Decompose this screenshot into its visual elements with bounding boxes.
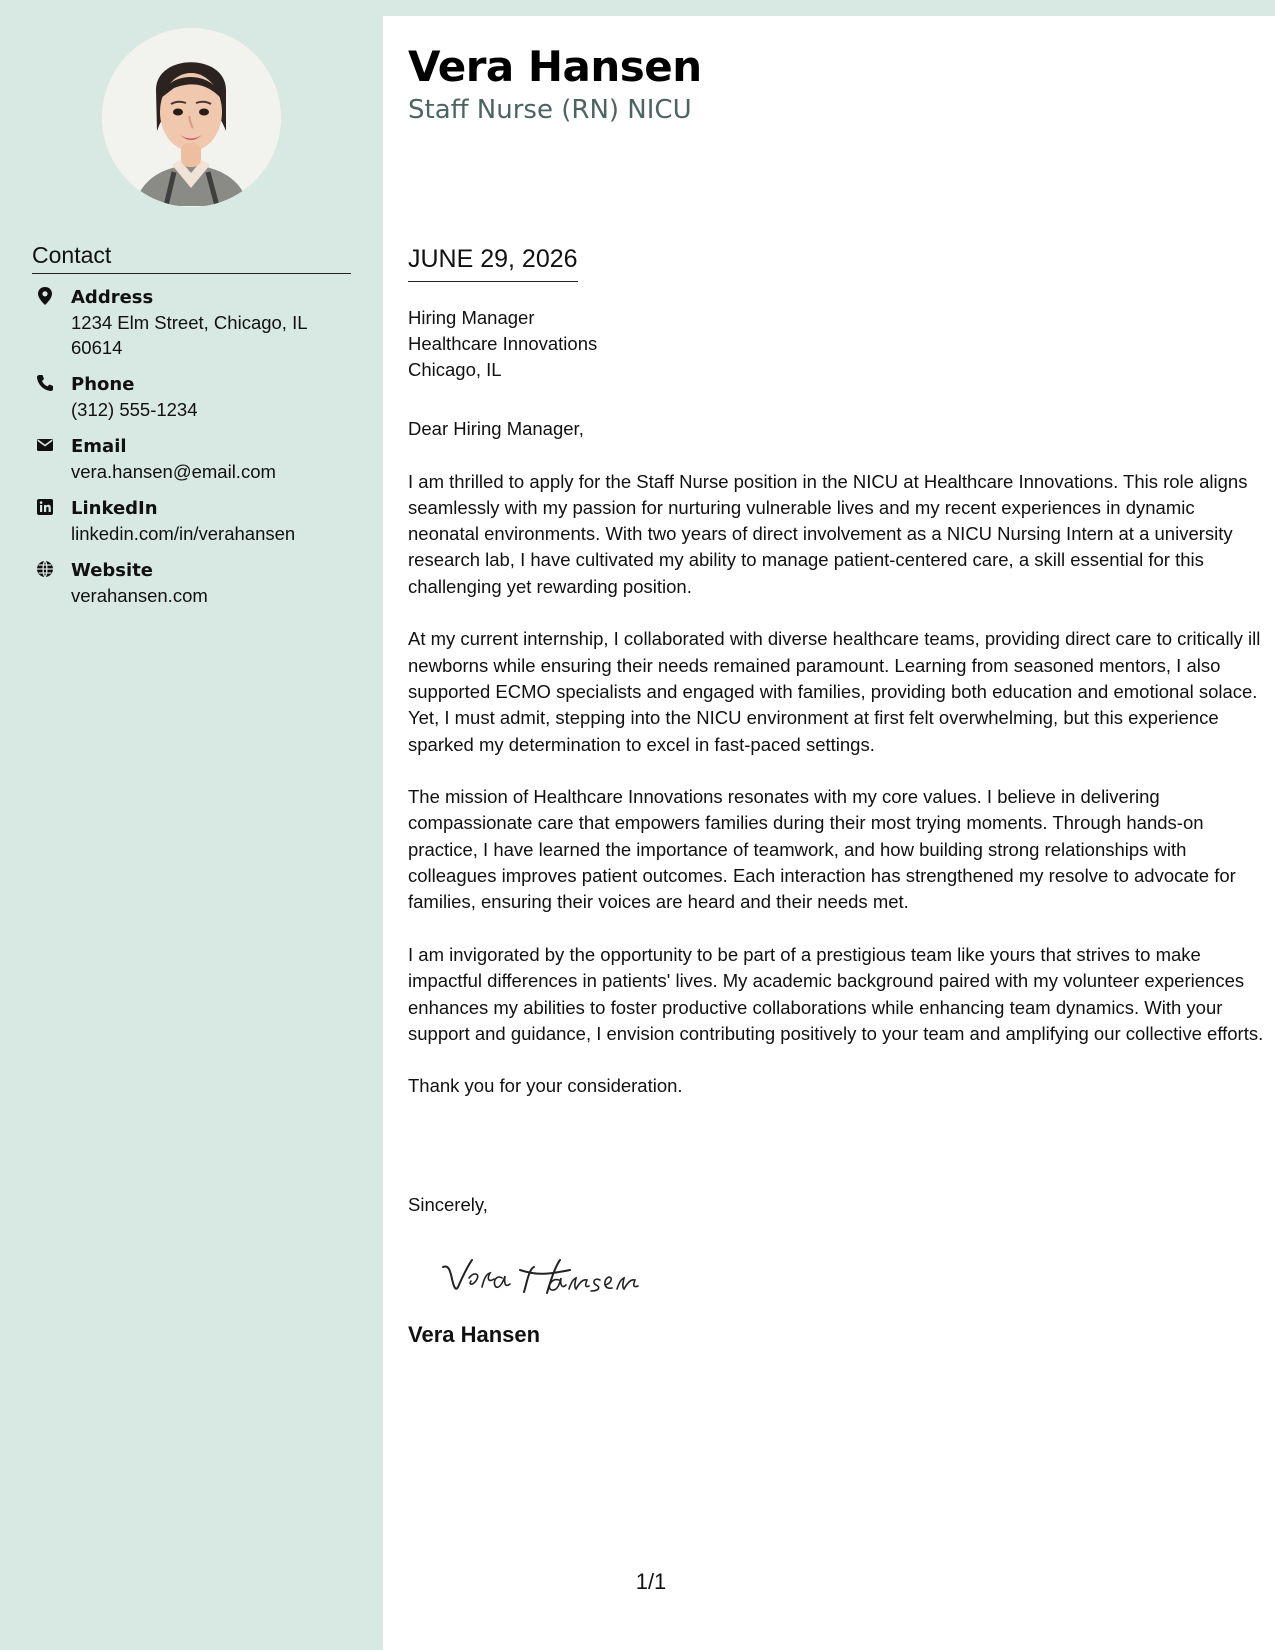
letter-paragraph: I am thrilled to apply for the Staff Nurse position in the NICU at Healthcare Innovations. This role aligns seamlessly with my passion for nurturing vulnerable lives and my recent experiences in dynamic neonatal environments. With two years of direct involvement as a NICU Nursing Intern at a university research lab, I have cultivated my ability to manage patient-centered care, a skill essential for this challenging yet rewarding position. [408,470,1248,597]
letter-paragraph: At my current internship, I collaborated with diverse healthcare teams, providing direct care to critically ill newborns while ensuring their needs remained paramount. Learning from seasoned mentors, I also supported ECMO specialists and engaged with families, providing both education and emotional solace. Yet, I must admit, stepping into the NICU environment at first felt overwhelming, but this experience sparked my determination to excel in fast-paced settings. [408,628,1261,755]
page-number: 1/1 [635,1569,667,1594]
letter-panel [383,16,1275,1650]
email-label: Email [71,436,127,457]
recipient-block [408,305,597,383]
letter-date: JUNE 29, 2026 [408,243,578,282]
letter-paragraph: The mission of Healthcare Innovations resonates with my core values. I believe in delivering compassionate care that empowers families during their most trying moments. Through hands-on practice, I have learned the importance of teamwork, and how building strong relationships with colleagues improves patient outcomes. Each interaction has strengthened my resolve to advocate for families, ensuring their voices are heard and their needs met. [408,786,1236,913]
website-label: Website [71,560,154,581]
thank-you-line: Thank you for your consideration. [408,1075,683,1097]
linkedin-icon [35,497,55,517]
contact-phone [32,372,362,422]
profile-photo [102,28,281,207]
closing: Sincerely, [408,1194,488,1215]
recipient-location: Chicago, IL [408,359,502,380]
signer-name: Vera Hansen [408,1322,541,1347]
location-pin-icon [35,286,55,306]
handwritten-signature [438,1249,653,1304]
job-title: Staff Nurse (RN) NICU [408,95,692,125]
contact-list [32,285,362,620]
salutation: Dear Hiring Manager, [408,418,584,439]
linkedin-value[interactable]: linkedin.com/in/verahansen [71,523,296,544]
address-label: Address [71,287,154,308]
globe-icon [35,559,55,579]
recipient-name: Hiring Manager [408,307,535,328]
email-value[interactable]: vera.hansen@email.com [71,461,276,482]
website-value[interactable]: verahansen.com [71,585,208,606]
contact-website [32,558,362,608]
sidebar [0,0,383,1650]
phone-label: Phone [71,374,135,395]
linkedin-label: LinkedIn [71,498,158,519]
contact-heading: Contact [32,240,351,274]
phone-value: (312) 555-1234 [71,399,198,420]
phone-icon [35,373,55,393]
contact-linkedin [32,496,362,546]
letter-paragraph: I am invigorated by the opportunity to be part of a prestigious team like yours that strives to make impactful differences in patients' lives. My academic background paired with my volunteer experiences enhances my abilities to foster productive collaborations while enhancing team dynamics. With your support and guidance, I envision contributing positively to your team and amplifying our collective efforts. [408,943,1264,1044]
address-value: 1234 Elm Street, Chicago, IL 60614 [71,312,307,358]
contact-email [32,434,362,484]
recipient-company: Healthcare Innovations [408,333,598,354]
letter-body [408,416,1264,1126]
email-icon [35,435,55,455]
candidate-name: Vera Hansen [408,42,702,91]
contact-address [32,285,362,360]
